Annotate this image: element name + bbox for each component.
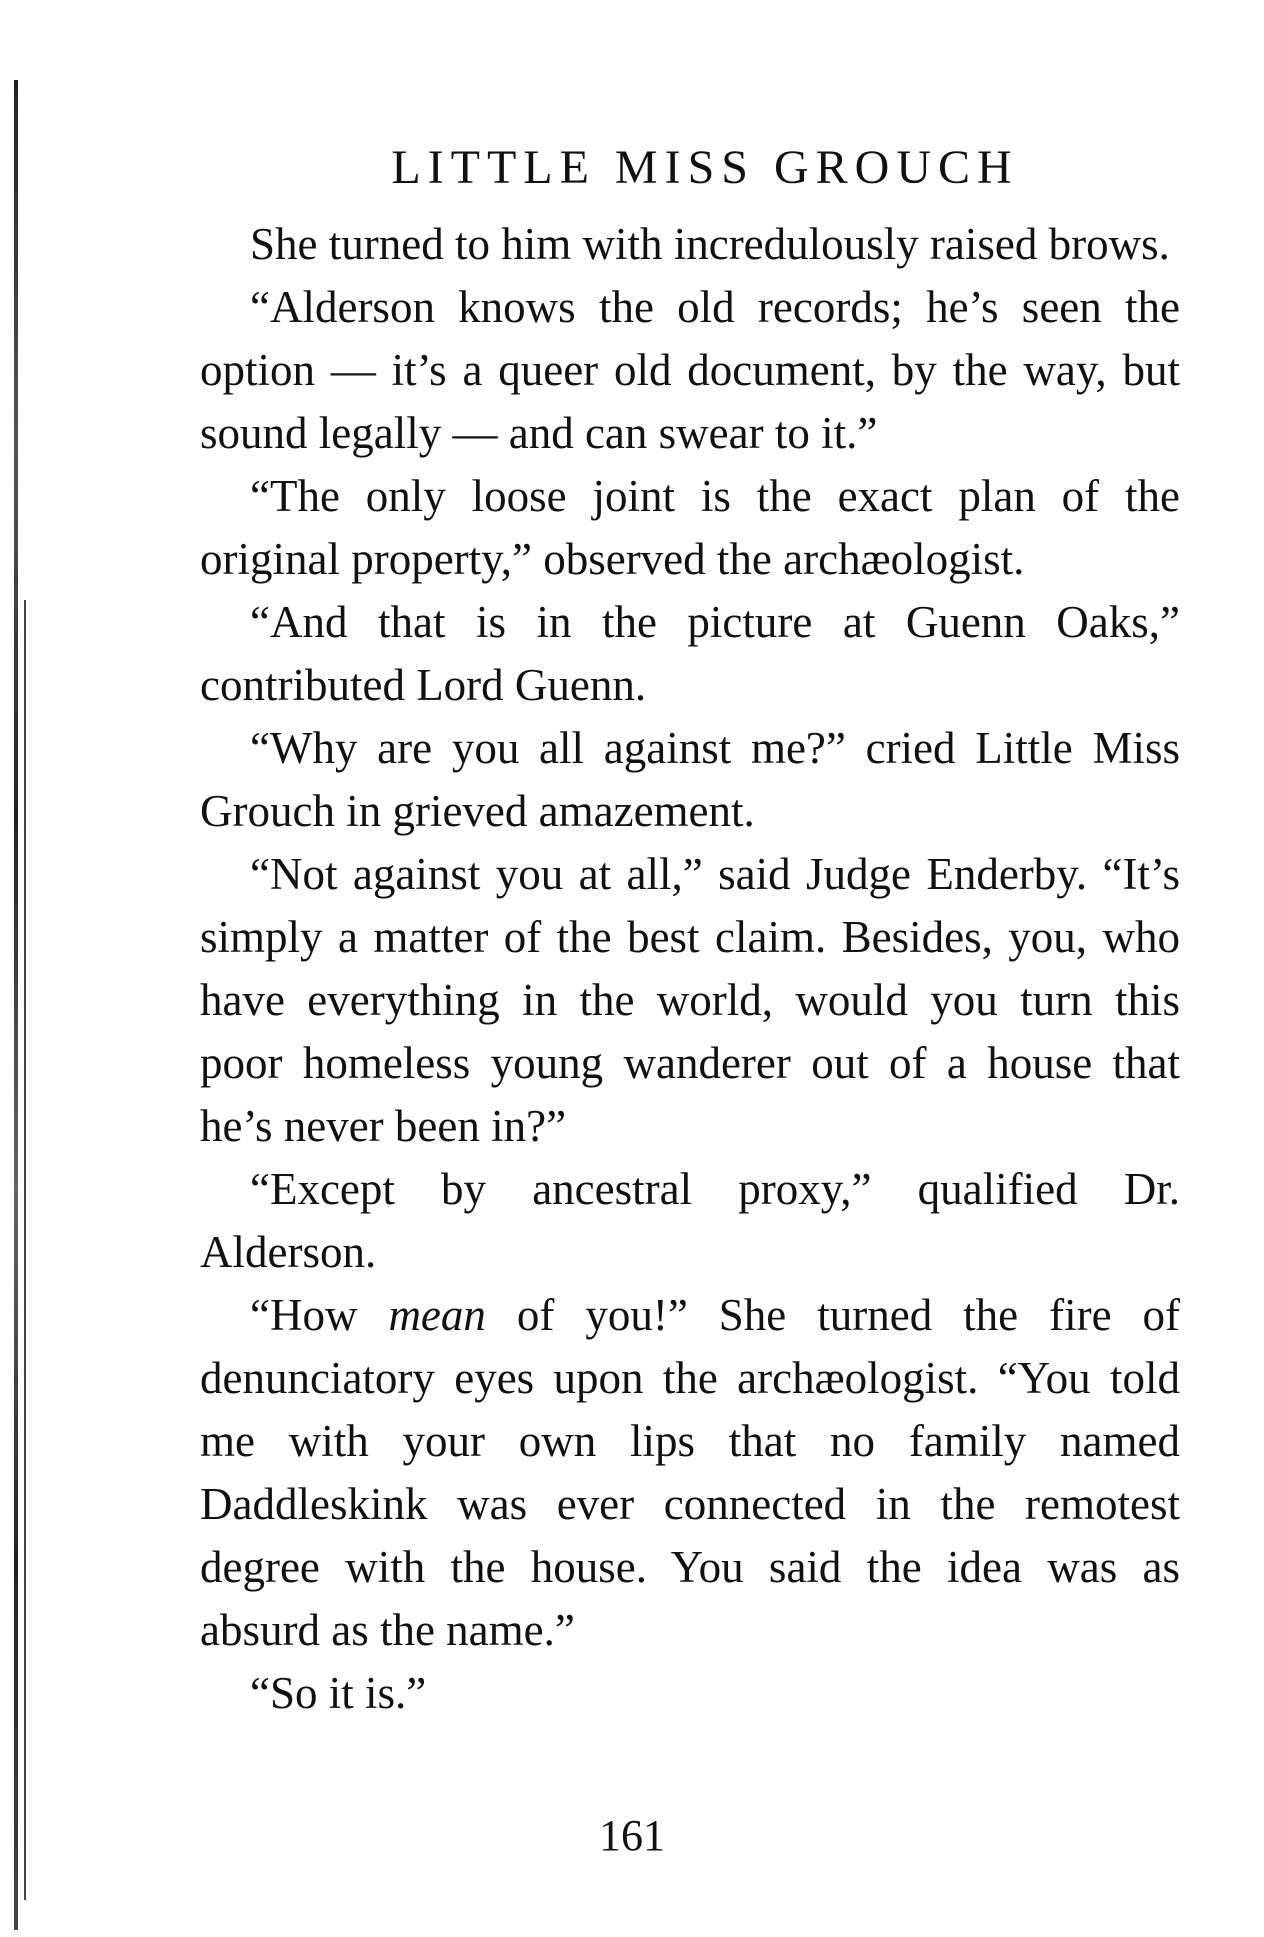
- paragraph: “Why are you all against me?” cried Little Miss Grouch in grieved amazement.: [200, 723, 1180, 836]
- paragraph-how-mean: [200, 1284, 1180, 1662]
- book-page: [200, 140, 1180, 1725]
- paragraph: “Alderson knows the old records; he’s seen the option — it’s a queer old document, by the way, but sound legally — and can swear to it.”: [200, 282, 1180, 458]
- paragraph: “The only loose joint is the exact plan of the original property,” observed the archæologist.: [200, 471, 1180, 584]
- binding-edge: [14, 80, 18, 1930]
- binding-edge-shadow: [24, 600, 26, 1900]
- paragraph: “And that is in the picture at Guenn Oaks,” contributed Lord Guenn.: [200, 597, 1180, 710]
- text-segment: “How: [250, 1290, 389, 1340]
- paragraph: “Not against you at all,” said Judge Enderby. “It’s simply a matter of the best claim. Besides, you, who have everything in the world, would you turn this poor homeless young wanderer out of a house that he’s never been in?”: [200, 849, 1180, 1151]
- paragraph: “So it is.”: [250, 1668, 427, 1718]
- page-number: 161: [599, 1811, 665, 1860]
- paragraph: “Except by ancestral proxy,” qualified Dr. Alderson.: [200, 1164, 1180, 1277]
- body-text: [200, 213, 1180, 1725]
- paragraph: She turned to him with incredulously raised brows.: [250, 219, 1170, 269]
- running-head: LITTLE MISS GROUCH: [391, 141, 1019, 194]
- emphasized-word: mean: [388, 1290, 486, 1340]
- text-segment: of you!” She turned the fire of denunciatory eyes upon the archæologist. “You told me with your own lips that no family named Daddleskink was ever connected in the remotest degree with the house. You said the idea was as absurd as the name.”: [200, 1290, 1181, 1655]
